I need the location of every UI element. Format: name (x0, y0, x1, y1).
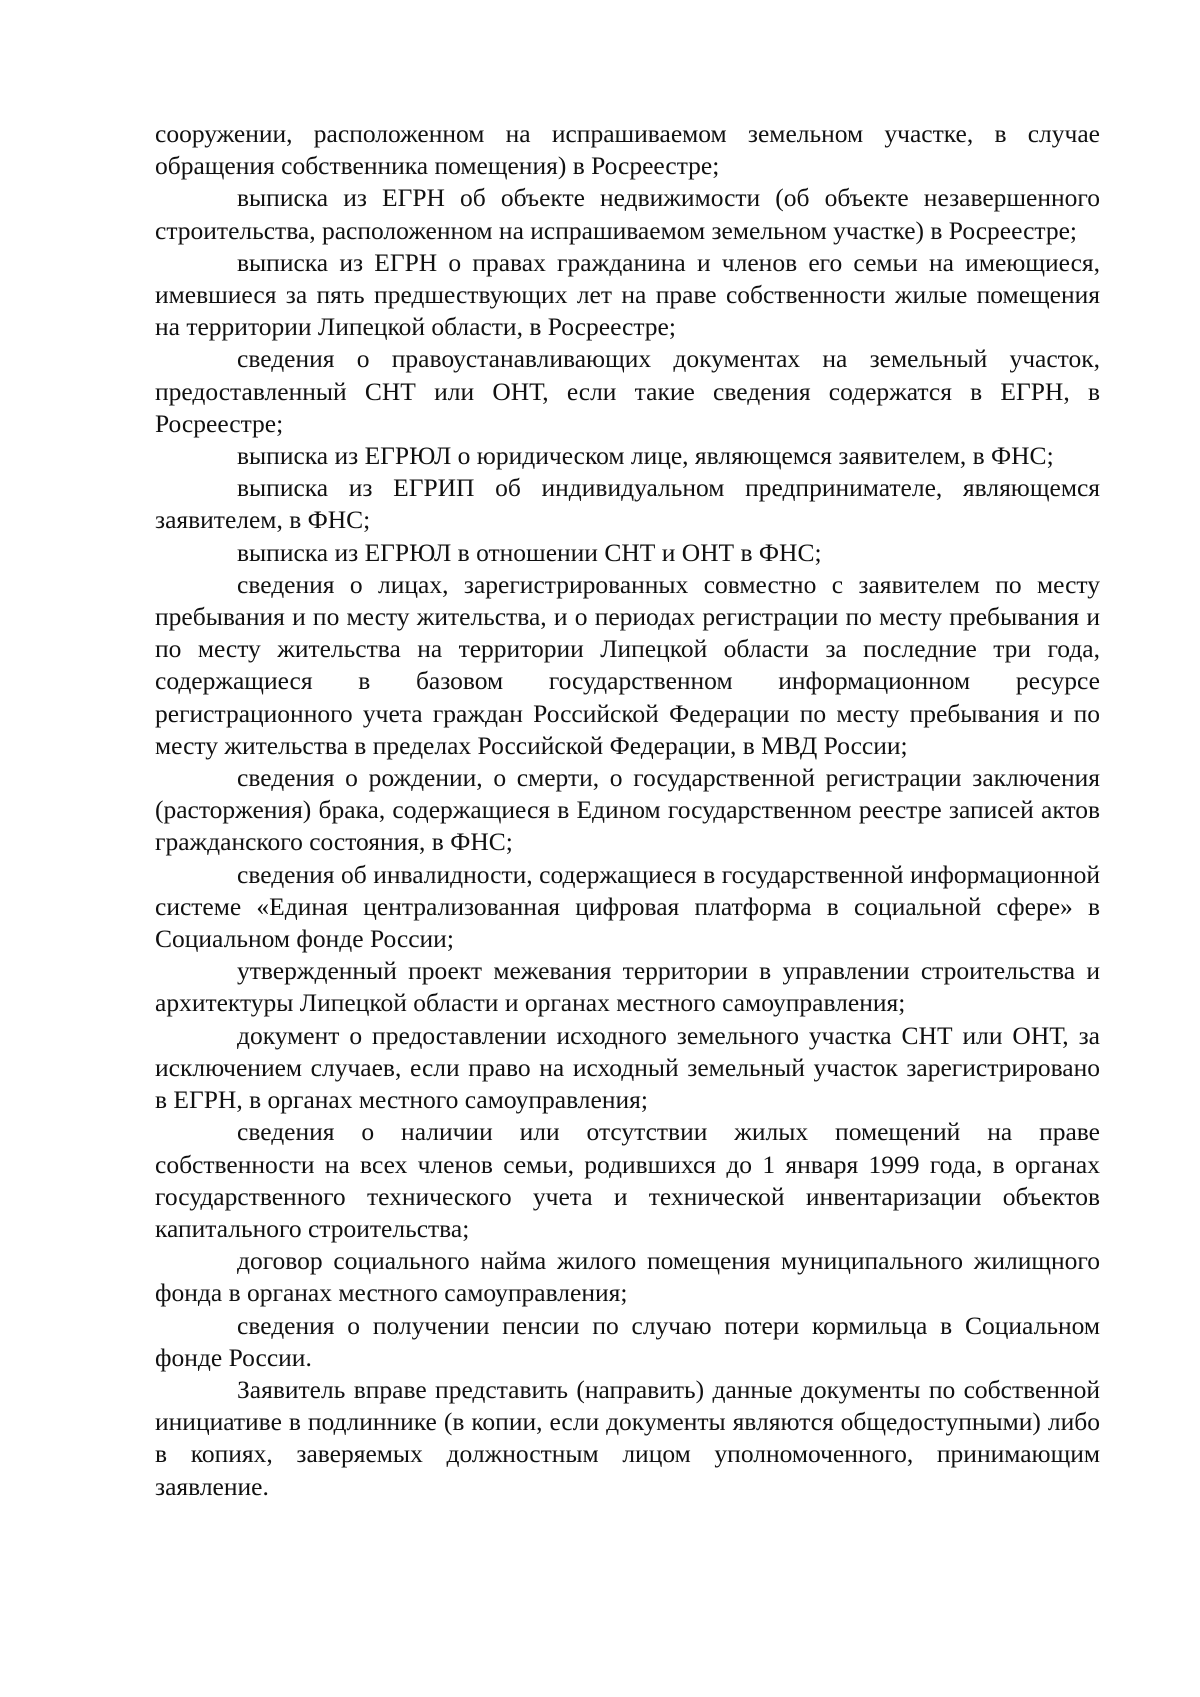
paragraph: выписка из ЕГРЮЛ в отношении СНТ и ОНТ в ФНС; (237, 537, 822, 567)
paragraph: выписка из ЕГРН об объекте недвижимости (об объекте незавершенного строительства, расположенном на испрашиваемом земельном участке) в Росреестре; (155, 183, 1100, 245)
paragraph: выписка из ЕГРЮЛ о юридическом лице, являющемся заявителем, в ФНС; (237, 441, 1054, 471)
paragraph: сведения о лицах, зарегистрированных совместно с заявителем по месту пребывания и по месту жительства, и о периодах регистрации по месту пребывания и по месту жительства на территории Липецкой области за последние три года, содержащиеся в базовом государственном информационном ресурсе регистрационного учета граждан Российской Федерации по месту пребывания и по месту жительства в пределах Российской Федерации, в МВД России; (155, 569, 1100, 760)
paragraph: сооружении, расположенном на испрашиваемом земельном участке, в случае обращения собственника помещения) в Росреестре; (155, 119, 1100, 181)
paragraph: выписка из ЕГРН о правах гражданина и членов его семьи на имеющиеся, имевшиеся за пять предшествующих лет на праве собственности жилые помещения на территории Липецкой области, в Росреестре; (155, 247, 1100, 342)
paragraph: сведения о получении пенсии по случаю потери кормильца в Социальном фонде России. (155, 1310, 1100, 1372)
paragraph: выписка из ЕГРИП об индивидуальном предпринимателе, являющемся заявителем, в ФНС; (155, 473, 1100, 535)
document-body (155, 118, 1100, 1503)
paragraph: сведения о рождении, о смерти, о государственной регистрации заключения (расторжения) брака, содержащиеся в Едином государственном реестре записей актов гражданского состояния, в ФНС; (155, 763, 1100, 857)
paragraph: сведения об инвалидности, содержащиеся в государственной информационной системе «Единая централизованная цифровая платформа в социальной сфере» в Социальном фонде России; (155, 859, 1100, 954)
paragraph: сведения о наличии или отсутствии жилых помещений на праве собственности на всех членов семьи, родившихся до 1 января 1999 года, в органах государственного технического учета и технической инвентаризации объектов капитального строительства; (155, 1117, 1100, 1243)
paragraph: Заявитель вправе представить (направить) данные документы по собственной инициативе в подлиннике (в копии, если документы являются общедоступными) либо в копиях, заверяемых должностным лицом уполномоченного, принимающим заявление. (155, 1374, 1100, 1501)
paragraph: сведения о правоустанавливающих документах на земельный участок, предоставленный СНТ или ОНТ, если такие сведения содержатся в ЕГРН, в Росреестре; (155, 344, 1100, 438)
paragraph: договор социального найма жилого помещения муниципального жилищного фонда в органах местного самоуправления; (155, 1246, 1100, 1308)
paragraph: документ о предоставлении исходного земельного участка СНТ или ОНТ, за исключением случаев, если право на исходный земельный участок зарегистрировано в ЕГРН, в органах местного самоуправления; (155, 1020, 1100, 1115)
paragraph: утвержденный проект межевания территории в управлении строительства и архитектуры Липецкой области и органах местного самоуправления; (155, 956, 1100, 1018)
